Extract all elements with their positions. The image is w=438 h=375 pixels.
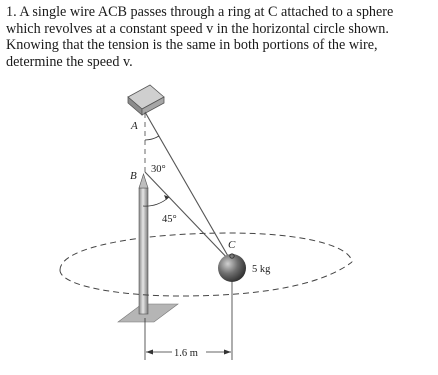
orbit-path-back xyxy=(60,233,352,270)
orbit-path-front xyxy=(60,262,352,296)
problem-line-4: determine the speed v. xyxy=(6,53,133,70)
label-angle-30: 30° xyxy=(151,164,166,175)
label-radius: 1.6 m xyxy=(174,348,198,359)
wire-ac xyxy=(145,112,232,263)
label-point-c: C xyxy=(228,239,236,251)
ceiling-support xyxy=(128,85,164,115)
pole xyxy=(139,174,148,314)
problem-line-1: 1. A single wire ACB passes through a ring at C attached to a sphere xyxy=(6,4,394,20)
angle-arc-30 xyxy=(145,136,159,140)
label-mass: 5 kg xyxy=(252,264,271,275)
wire-bc xyxy=(145,172,232,263)
problem-line-3: Knowing that the tension is the same in both portions of the wire, xyxy=(6,37,378,53)
label-point-b: B xyxy=(130,170,137,182)
label-angle-45: 45° xyxy=(162,214,177,225)
label-point-a: A xyxy=(131,120,138,132)
problem-line-2: which revolves at a constant speed v in the horizontal circle shown. xyxy=(6,20,389,37)
